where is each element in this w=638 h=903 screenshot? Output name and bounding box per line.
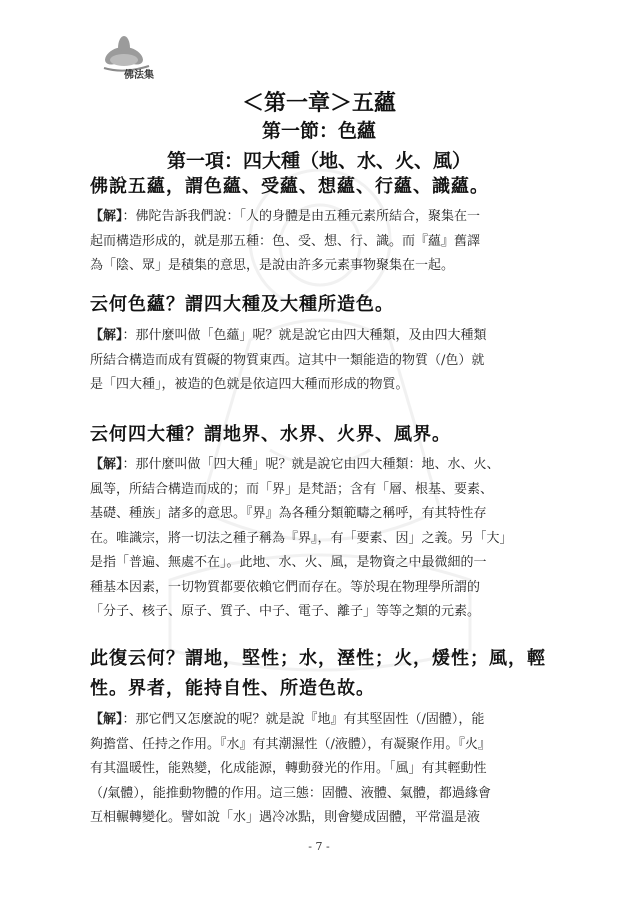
explanation-paragraph bbox=[90, 453, 550, 625]
paragraph-line: 起而構造形成的，就是那五種：色、受、想、行、識。而『蘊』舊譯 bbox=[90, 233, 481, 249]
sutra-heading bbox=[90, 420, 560, 450]
heading-line: 云何色蘊？謂四大種及大種所造色。 bbox=[90, 294, 394, 315]
paragraph-line: 是「四大種」，被造的色就是依這四大種而形成的物質。 bbox=[90, 377, 409, 392]
explanation-paragraph bbox=[90, 324, 550, 398]
paragraph-line: 為「陰、眾」是積集的意思，是說由許多元素事物聚集在一起。 bbox=[90, 258, 455, 273]
paragraph-line bbox=[90, 708, 550, 733]
sutra-heading bbox=[90, 644, 560, 704]
heading-line: 云何四大種？謂地界、水界、火界、風界。 bbox=[90, 424, 451, 445]
item-title: 第一項：四大種（地、水、火、風） bbox=[166, 150, 471, 172]
page-number: - 7 - bbox=[308, 840, 330, 853]
paragraph-line: 有其溫暖性，能熟變，化成能源，轉動發光的作用。「風」有其輕動性 bbox=[90, 761, 487, 776]
paragraph-line: 「分子、核子、原子、質子、中子、電子、離子」等等之類的元素。 bbox=[90, 604, 481, 619]
explanation-paragraph bbox=[90, 205, 550, 279]
paragraph-line bbox=[90, 205, 550, 230]
line-text: ：那它們又怎麼說的呢？就是說『地』有其堅固性（/固體），能 bbox=[122, 712, 485, 727]
paragraph-line: 夠擔當、任持之作用。『水』有其潮濕性（/液體），有凝聚作用。『火』 bbox=[90, 736, 491, 752]
section-title: 第一節：色蘊 bbox=[261, 120, 376, 142]
heading-line: 性。界者，能持自性、所造色故。 bbox=[90, 678, 375, 699]
paragraph-line bbox=[90, 453, 550, 478]
explanation-paragraph bbox=[90, 708, 550, 831]
line-text: ：佛陀告訴我們說：「人的身體是由五種元素所結合，聚集在一 bbox=[122, 209, 481, 224]
explanation-tag: 【解】 bbox=[90, 209, 123, 224]
explanation-tag: 【解】 bbox=[90, 457, 123, 472]
paragraph-line: 風等，所結合構造而成的；而「界」是梵語；含有「層、根基、要素、 bbox=[90, 481, 494, 497]
sutra-heading bbox=[90, 290, 560, 320]
explanation-tag: 【解】 bbox=[90, 328, 123, 343]
paragraph-line: 是指「普遍、無處不在」。此地、水、火、風，是物資之中最微細的一 bbox=[90, 555, 487, 570]
paragraph-line: 基礎、種族」諸多的意思。『界』為各種分類範疇之稱呼，有其特性存 bbox=[90, 506, 487, 521]
sutra-heading bbox=[90, 172, 560, 202]
line-text: ：那什麼叫做「色蘊」呢？就是說它由四大種類，及由四大種類 bbox=[122, 328, 487, 343]
paragraph-line: 在。唯識宗，將一切法之種子稱為『界』，有「要素、因」之義。另「大」 bbox=[90, 530, 513, 546]
paragraph-line bbox=[90, 324, 550, 349]
paragraph-line: （/氣體），能推動物體的作用。這三態：固體、液體、氣體，都過緣會 bbox=[90, 785, 491, 801]
heading-line: 佛說五蘊，謂色蘊、受蘊、想蘊、行蘊、識蘊。 bbox=[90, 176, 489, 197]
chapter-title: ＜第一章＞五蘊 bbox=[241, 90, 396, 116]
paragraph-line: 種基本因素，一切物質都要依賴它們而存在。等於現在物理學所謂的 bbox=[90, 579, 481, 595]
logo-text: 佛法集 bbox=[124, 70, 154, 81]
paragraph-line: 所結合構造而成有質礙的物質東西。這其中一類能造的物質（/色）就 bbox=[90, 352, 485, 368]
paragraph-line: 互相輾轉變化。譬如說「水」遇冷冰點，則會變成固體，平常溫是液 bbox=[90, 810, 481, 825]
heading-line: 此復云何？謂地，堅性；水，溼性；火，煖性；風，輕 bbox=[90, 648, 546, 669]
line-text: ：那什麼叫做「四大種」呢？就是說它由四大種類：地、水、火、 bbox=[122, 457, 500, 472]
explanation-tag: 【解】 bbox=[90, 712, 123, 727]
